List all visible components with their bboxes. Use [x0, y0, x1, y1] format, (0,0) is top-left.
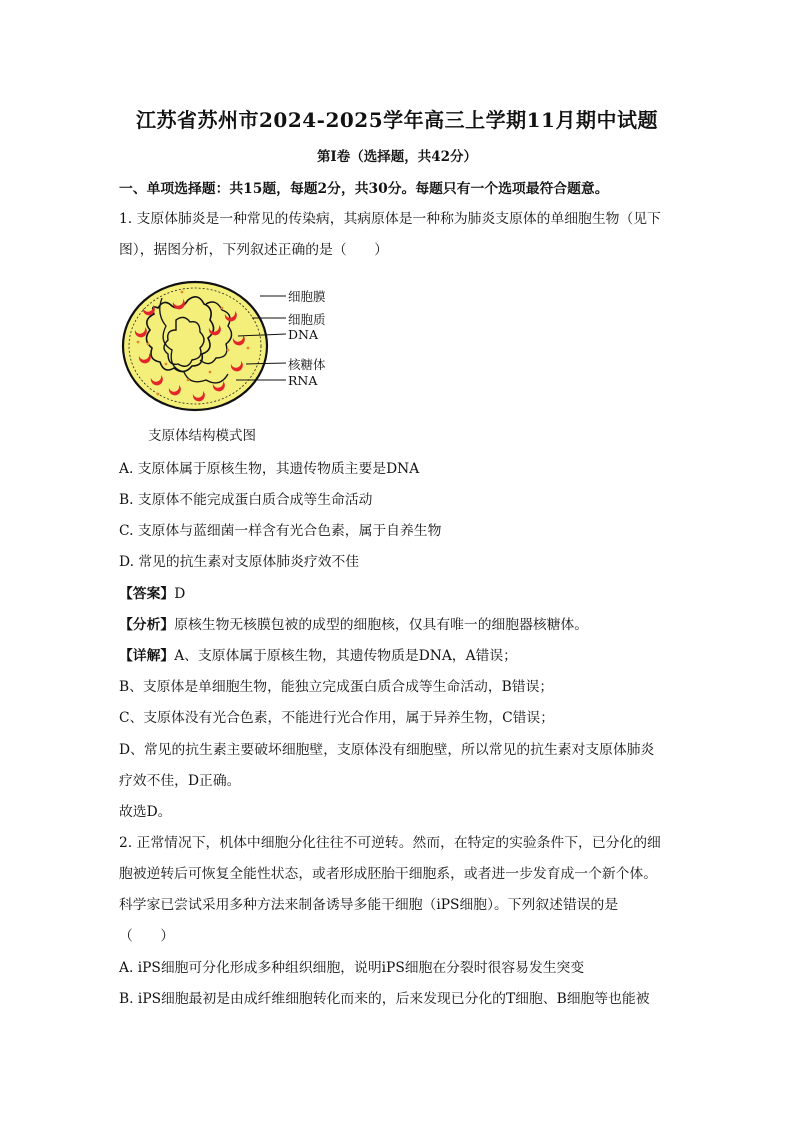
label-dna: DNA [288, 327, 318, 342]
cytoplasm-dot-1 [147, 343, 150, 346]
page-title: 江苏省苏州市2024-2025学年高三上学期11月期中试题 [136, 108, 658, 132]
detail-line-b: B、支原体是单细胞生物，能独立完成蛋白质合成等生命活动，B错误； [119, 679, 554, 695]
q2-stem-line-1: 2. 正常情况下，机体中细胞分化往往不可逆转。然而，在特定的实验条件下，已分化的细 [119, 835, 661, 851]
answer-value: D [174, 586, 186, 602]
detail-line-a: A、支原体属于原核生物，其遗传物质是DNA，A错误； [174, 648, 517, 664]
q2-option-a: A. iPS细胞可分化形成多种组织细胞，说明iPS细胞在分裂时很容易发生突变 [119, 960, 585, 976]
cytoplasm-dot-6 [221, 307, 224, 310]
q1-answer [119, 582, 185, 602]
section-subtitle: 第Ⅰ卷（选择题，共42分） [316, 149, 478, 165]
cytoplasm-dot-5 [227, 349, 230, 352]
q1-analysis [119, 613, 588, 633]
section-heading: 一、单项选择题：共15题，每题2分，共30分。每题只有一个选项最符合题意。 [119, 181, 609, 197]
q1-option-c: C. 支原体与蓝细菌一样含有光合色素，属于自养生物 [119, 523, 442, 539]
detail-line-d-cont: 疗效不佳，D正确。 [119, 773, 241, 789]
cytoplasm-dot-7 [137, 341, 140, 344]
detail-line-c: C、支原体没有光合色素，不能进行光合作用，属于异养生物，C错误； [119, 710, 555, 726]
label-ribosome: 核糖体 [288, 357, 326, 372]
q1-option-d: D. 常见的抗生素对支原体肺炎疗效不佳 [119, 554, 360, 570]
q2-stem-line-3: 科学家已尝试采用多种方法来制备诱导多能干细胞（iPS细胞）。下列叙述错误的是 [119, 897, 619, 913]
analysis-tag: 【分析】 [119, 617, 175, 633]
cytoplasm-dot-4 [209, 371, 212, 374]
figure-caption: 支原体结构模式图 [148, 428, 256, 444]
answer-tag: 【答案】 [119, 586, 175, 602]
cytoplasm-dot-2 [165, 363, 168, 366]
q1-detail-first [119, 644, 517, 664]
cell-membrane-shape [123, 282, 267, 410]
cytoplasm-dot-9 [247, 347, 250, 350]
detail-tag: 【详解】 [119, 648, 175, 664]
label-cytoplasm: 细胞质 [288, 312, 326, 327]
q1-option-a: A. 支原体属于原核生物，其遗传物质主要是DNA [119, 461, 420, 477]
detail-conclusion: 故选D。 [119, 804, 172, 820]
q1-option-b: B. 支原体不能完成蛋白质合成等生命活动 [119, 492, 373, 508]
q2-stem-line-4: （ ） [119, 928, 175, 944]
mycoplasma-structure-figure [118, 268, 358, 448]
label-cell-membrane: 细胞膜 [288, 289, 326, 304]
analysis-text: 原核生物无核膜包被的成型的细胞核，仅具有唯一的细胞器核糖体。 [174, 617, 589, 633]
cytoplasm-dot-3 [187, 379, 190, 382]
q2-stem-line-2: 胞被逆转后可恢复全能性状态，或者形成胚胎干细胞系，或者进一步发育成一个新个体。 [119, 866, 658, 882]
q1-stem-line-1: 1. 支原体肺炎是一种常见的传染病，其病原体是一种称为肺炎支原体的单细胞生物（见下 [119, 211, 661, 227]
cytoplasm-dot-8 [181, 291, 184, 294]
cytoplasm-dot-10 [157, 393, 160, 396]
q2-option-b: B. iPS细胞最初是由成纤维细胞转化而来的，后来发现已分化的T细胞、B细胞等也能被 [119, 991, 650, 1007]
detail-line-d: D、常见的抗生素主要破坏细胞壁，支原体没有细胞壁，所以常见的抗生素对支原体肺炎 [119, 742, 655, 758]
label-rna: RNA [288, 373, 318, 388]
q1-stem-line-2: 图），据图分析，下列叙述正确的是（ ） [119, 242, 389, 258]
